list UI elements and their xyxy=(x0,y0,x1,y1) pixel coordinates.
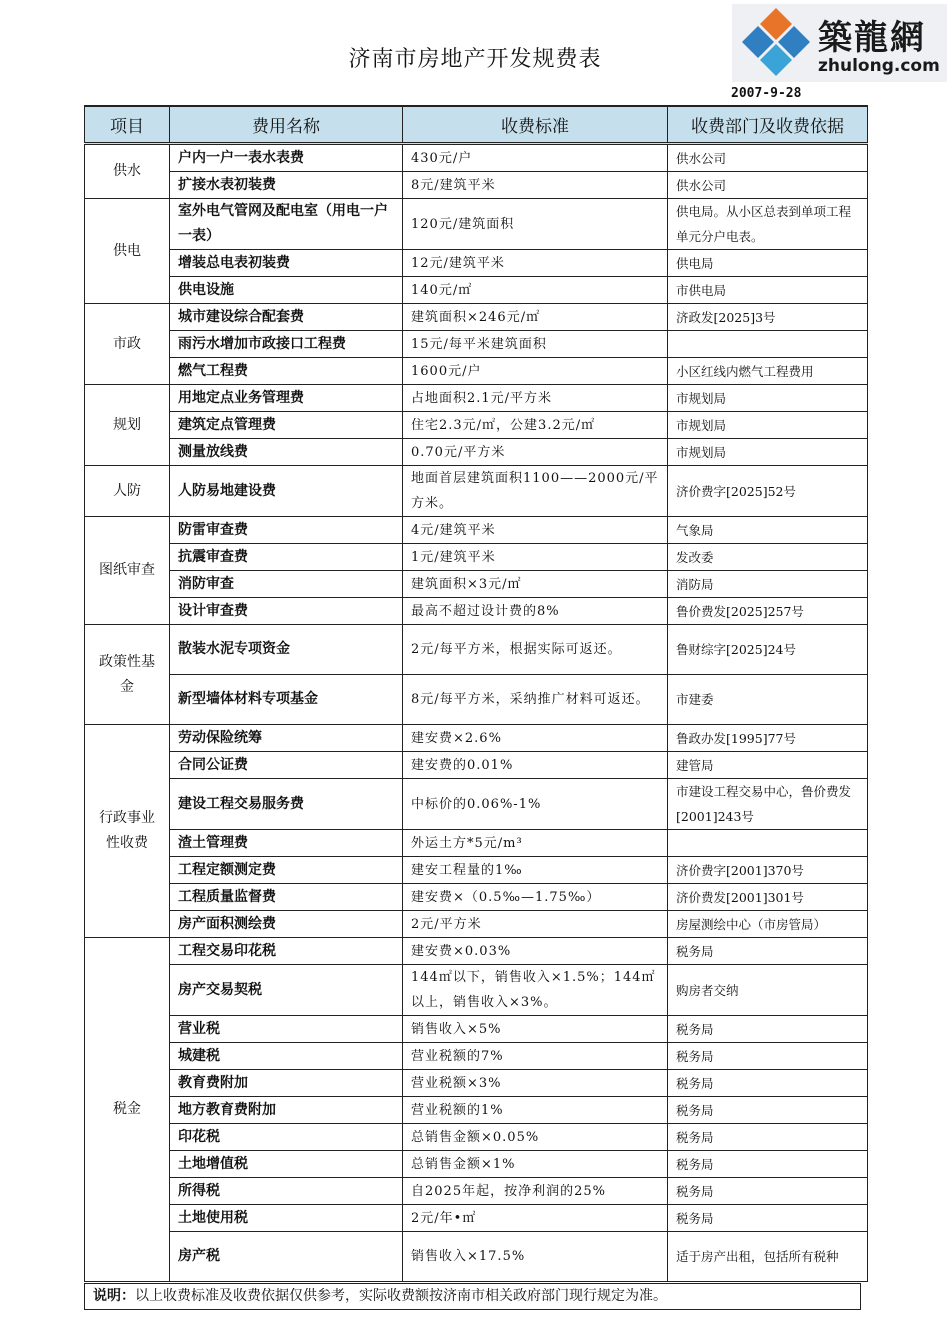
standard-cell: 自2025年起，按净利润的25% xyxy=(403,1178,668,1205)
standard-cell: 占地面积2.1元/平方米 xyxy=(403,385,668,412)
department-cell: 济政发[2025]3号 xyxy=(668,304,868,331)
fee-name-cell: 房产面积测绘费 xyxy=(170,911,403,938)
fee-name-cell: 建设工程交易服务费 xyxy=(170,779,403,830)
table-row xyxy=(85,938,868,965)
fee-name-cell: 雨污水增加市政接口工程费 xyxy=(170,331,403,358)
category-cell: 政策性基金 xyxy=(85,625,170,725)
table-header-row xyxy=(85,106,868,144)
department-cell: 供水公司 xyxy=(668,144,868,172)
logo-domain-text: zhulong.com xyxy=(818,56,940,76)
table-row xyxy=(85,412,868,439)
table-row xyxy=(85,911,868,938)
standard-cell: 4元/建筑平米 xyxy=(403,517,668,544)
fee-name-cell: 营业税 xyxy=(170,1016,403,1043)
department-cell: 供电局 xyxy=(668,250,868,277)
standard-cell: 建安工程量的1‰ xyxy=(403,857,668,884)
fee-name-cell: 所得税 xyxy=(170,1178,403,1205)
zhulong-logo-icon xyxy=(736,6,816,80)
department-cell: 税务局 xyxy=(668,1124,868,1151)
category-cell: 行政事业性收费 xyxy=(85,725,170,938)
header-project: 项目 xyxy=(85,106,170,144)
standard-cell: 2元/每平方米，根据实际可返还。 xyxy=(403,625,668,675)
footnote-label: 说明： xyxy=(93,1288,135,1304)
table-row xyxy=(85,1016,868,1043)
department-cell: 适于房产出租，包括所有税种 xyxy=(668,1232,868,1282)
table-row xyxy=(85,517,868,544)
table-row xyxy=(85,544,868,571)
standard-cell: 建安费的0.01% xyxy=(403,752,668,779)
standard-cell: 中标价的0.06%-1% xyxy=(403,779,668,830)
fee-name-cell: 散装水泥专项资金 xyxy=(170,625,403,675)
department-cell: 市供电局 xyxy=(668,277,868,304)
document-date: 2007-9-28 xyxy=(731,86,802,101)
category-cell: 市政 xyxy=(85,304,170,385)
department-cell: 税务局 xyxy=(668,1151,868,1178)
table-row xyxy=(85,1178,868,1205)
table-row xyxy=(85,675,868,725)
table-row xyxy=(85,1097,868,1124)
page-title: 济南市房地产开发规费表 xyxy=(348,47,602,72)
table-row xyxy=(85,199,868,250)
department-cell: 济价费字[2001]370号 xyxy=(668,857,868,884)
department-cell: 济价费发[2001]301号 xyxy=(668,884,868,911)
standard-cell: 建安费×2.6% xyxy=(403,725,668,752)
table-row xyxy=(85,830,868,857)
fee-name-cell: 土地增值税 xyxy=(170,1151,403,1178)
department-cell: 税务局 xyxy=(668,1178,868,1205)
standard-cell: 建筑面积×3元/㎡ xyxy=(403,571,668,598)
standard-cell: 430元/户 xyxy=(403,144,668,172)
table-row xyxy=(85,304,868,331)
table-row xyxy=(85,752,868,779)
standard-cell: 地面首层建筑面积1100——2000元/平方米。 xyxy=(403,466,668,517)
standard-cell: 0.70元/平方米 xyxy=(403,439,668,466)
department-cell: 济价费字[2025]52号 xyxy=(668,466,868,517)
logo-chinese-text: 築龍網 xyxy=(818,18,926,58)
fee-name-cell: 土地使用税 xyxy=(170,1205,403,1232)
header-fee-name: 费用名称 xyxy=(170,106,403,144)
fee-name-cell: 用地定点业务管理费 xyxy=(170,385,403,412)
department-cell: 气象局 xyxy=(668,517,868,544)
fee-name-cell: 扩接水表初装费 xyxy=(170,172,403,199)
table-row xyxy=(85,1232,868,1282)
fee-name-cell: 房产税 xyxy=(170,1232,403,1282)
department-cell: 建管局 xyxy=(668,752,868,779)
fee-name-cell: 合同公证费 xyxy=(170,752,403,779)
standard-cell: 140元/㎡ xyxy=(403,277,668,304)
fee-name-cell: 城市建设综合配套费 xyxy=(170,304,403,331)
category-cell: 人防 xyxy=(85,466,170,517)
fee-name-cell: 防雷审查费 xyxy=(170,517,403,544)
fee-name-cell: 设计审查费 xyxy=(170,598,403,625)
fee-name-cell: 增装总电表初装费 xyxy=(170,250,403,277)
table-row xyxy=(85,965,868,1016)
department-cell: 鲁政办发[1995]77号 xyxy=(668,725,868,752)
standard-cell: 建筑面积×246元/㎡ xyxy=(403,304,668,331)
department-cell: 税务局 xyxy=(668,938,868,965)
standard-cell: 最高不超过设计费的8% xyxy=(403,598,668,625)
category-cell: 规划 xyxy=(85,385,170,466)
footnote-text: 以上收费标准及收费依据仅供参考，实际收费额按济南市相关政府部门现行规定为准。 xyxy=(135,1288,667,1304)
fee-name-cell: 工程定额测定费 xyxy=(170,857,403,884)
footnote xyxy=(84,1283,861,1310)
department-cell: 市规划局 xyxy=(668,385,868,412)
department-cell: 小区红线内燃气工程费用 xyxy=(668,358,868,385)
standard-cell: 12元/建筑平米 xyxy=(403,250,668,277)
standard-cell: 8元/建筑平米 xyxy=(403,172,668,199)
fee-name-cell: 测量放线费 xyxy=(170,439,403,466)
standard-cell: 144㎡以下，销售收入×1.5%；144㎡以上，销售收入×3%。 xyxy=(403,965,668,1016)
fee-name-cell: 地方教育费附加 xyxy=(170,1097,403,1124)
standard-cell: 1600元/户 xyxy=(403,358,668,385)
table-row xyxy=(85,277,868,304)
category-cell: 供电 xyxy=(85,199,170,304)
fee-table xyxy=(84,105,868,1282)
fee-name-cell: 供电设施 xyxy=(170,277,403,304)
fee-name-cell: 消防审查 xyxy=(170,571,403,598)
department-cell: 鲁价费发[2025]257号 xyxy=(668,598,868,625)
table-row xyxy=(85,884,868,911)
department-cell xyxy=(668,331,868,358)
header-standard: 收费标准 xyxy=(403,106,668,144)
table-row xyxy=(85,358,868,385)
fee-name-cell: 渣土管理费 xyxy=(170,830,403,857)
department-cell: 供水公司 xyxy=(668,172,868,199)
table-row xyxy=(85,1124,868,1151)
table-row xyxy=(85,1151,868,1178)
standard-cell: 总销售金额×1% xyxy=(403,1151,668,1178)
table-row xyxy=(85,857,868,884)
standard-cell: 总销售金额×0.05% xyxy=(403,1124,668,1151)
standard-cell: 外运土方*5元/m³ xyxy=(403,830,668,857)
fee-name-cell: 城建税 xyxy=(170,1043,403,1070)
fee-name-cell: 燃气工程费 xyxy=(170,358,403,385)
table-row xyxy=(85,466,868,517)
table-row xyxy=(85,144,868,172)
category-cell: 税金 xyxy=(85,938,170,1282)
fee-name-cell: 房产交易契税 xyxy=(170,965,403,1016)
department-cell: 鲁财综字[2025]24号 xyxy=(668,625,868,675)
standard-cell: 建安费×（0.5‰—1.75‰） xyxy=(403,884,668,911)
header-department: 收费部门及收费依据 xyxy=(668,106,868,144)
department-cell: 税务局 xyxy=(668,1205,868,1232)
standard-cell: 120元/建筑面积 xyxy=(403,199,668,250)
standard-cell: 8元/每平方米，采纳推广材料可返还。 xyxy=(403,675,668,725)
table-row xyxy=(85,571,868,598)
standard-cell: 住宅2.3元/㎡，公建3.2元/㎡ xyxy=(403,412,668,439)
zhulong-logo xyxy=(732,4,947,82)
department-cell: 市建设工程交易中心，鲁价费发[2001]243号 xyxy=(668,779,868,830)
fee-name-cell: 新型墙体材料专项基金 xyxy=(170,675,403,725)
fee-name-cell: 抗震审查费 xyxy=(170,544,403,571)
fee-name-cell: 人防易地建设费 xyxy=(170,466,403,517)
standard-cell: 2元/平方米 xyxy=(403,911,668,938)
fee-name-cell: 工程交易印花税 xyxy=(170,938,403,965)
standard-cell: 建安费×0.03% xyxy=(403,938,668,965)
category-cell: 图纸审查 xyxy=(85,517,170,625)
table-row xyxy=(85,1205,868,1232)
department-cell: 发改委 xyxy=(668,544,868,571)
standard-cell: 营业税额×3% xyxy=(403,1070,668,1097)
table-row xyxy=(85,250,868,277)
standard-cell: 营业税额的7% xyxy=(403,1043,668,1070)
department-cell: 购房者交纳 xyxy=(668,965,868,1016)
table-row xyxy=(85,1043,868,1070)
fee-name-cell: 劳动保险统筹 xyxy=(170,725,403,752)
table-row xyxy=(85,598,868,625)
department-cell: 市建委 xyxy=(668,675,868,725)
table-row xyxy=(85,779,868,830)
table-row xyxy=(85,1070,868,1097)
department-cell: 税务局 xyxy=(668,1097,868,1124)
category-cell: 供水 xyxy=(85,144,170,199)
table-row xyxy=(85,625,868,675)
standard-cell: 销售收入×17.5% xyxy=(403,1232,668,1282)
table-row xyxy=(85,385,868,412)
department-cell: 市规划局 xyxy=(668,412,868,439)
standard-cell: 2元/年•㎡ xyxy=(403,1205,668,1232)
fee-name-cell: 户内一户一表水表费 xyxy=(170,144,403,172)
standard-cell: 15元/每平米建筑面积 xyxy=(403,331,668,358)
standard-cell: 1元/建筑平米 xyxy=(403,544,668,571)
fee-name-cell: 建筑定点管理费 xyxy=(170,412,403,439)
department-cell: 市规划局 xyxy=(668,439,868,466)
fee-name-cell: 印花税 xyxy=(170,1124,403,1151)
department-cell: 税务局 xyxy=(668,1070,868,1097)
standard-cell: 销售收入×5% xyxy=(403,1016,668,1043)
fee-name-cell: 教育费附加 xyxy=(170,1070,403,1097)
department-cell: 税务局 xyxy=(668,1043,868,1070)
fee-name-cell: 工程质量监督费 xyxy=(170,884,403,911)
fee-name-cell: 室外电气管网及配电室（用电一户一表） xyxy=(170,199,403,250)
department-cell: 供电局。从小区总表到单项工程单元分户电表。 xyxy=(668,199,868,250)
table-row xyxy=(85,439,868,466)
department-cell xyxy=(668,830,868,857)
standard-cell: 营业税额的1% xyxy=(403,1097,668,1124)
fee-table-body xyxy=(85,144,868,1282)
department-cell: 房屋测绘中心（市房管局） xyxy=(668,911,868,938)
department-cell: 消防局 xyxy=(668,571,868,598)
table-row xyxy=(85,331,868,358)
department-cell: 税务局 xyxy=(668,1016,868,1043)
table-row xyxy=(85,172,868,199)
table-row xyxy=(85,725,868,752)
